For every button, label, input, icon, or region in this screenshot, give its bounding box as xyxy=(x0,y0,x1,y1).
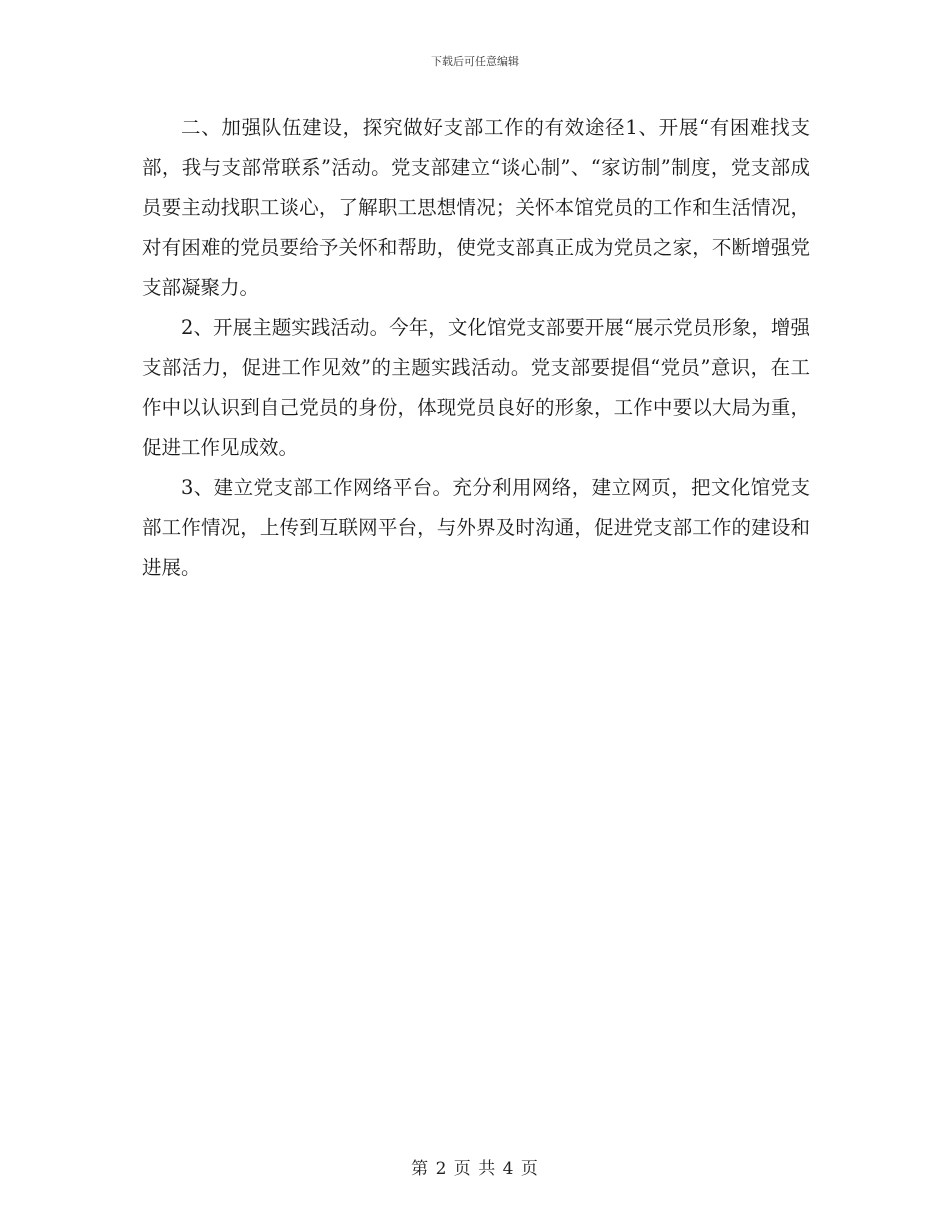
page-number-footer: 第 2 页 共 4 页 xyxy=(411,1159,539,1179)
paragraph-2: 2、开展主题实践活动。今年，文化馆党支部要开展“展示党员形象，增强支部活力，促进工作见效”的主题实践活动。党支部要提倡“党员”意识，在工作中以认识到自己党员的身份，体现党员良好的形象，工作中要以大局为重，促进工作见成效。 xyxy=(142,316,810,459)
paragraph-3: 3、建立党支部工作网络平台。充分利用网络，建立网页，把文化馆党支部工作情况，上传到互联网平台，与外界及时沟通，促进党支部工作的建设和进展。 xyxy=(142,476,810,579)
paragraph-1: 二、加强队伍建设，探究做好支部工作的有效途径1、开展“有困难找支部，我与支部常联系”活动。党支部建立“谈心制”、“家访制”制度，党支部成员要主动找职工谈心，了解职工思想情况；关怀本馆党员的工作和生活情况，对有困难的党员要给予关怀和帮助，使党支部真正成为党员之家，不断增强党支部凝聚力。 xyxy=(142,116,810,299)
document-body xyxy=(142,108,810,588)
header-note: 下载后可任意编辑 xyxy=(431,55,519,68)
